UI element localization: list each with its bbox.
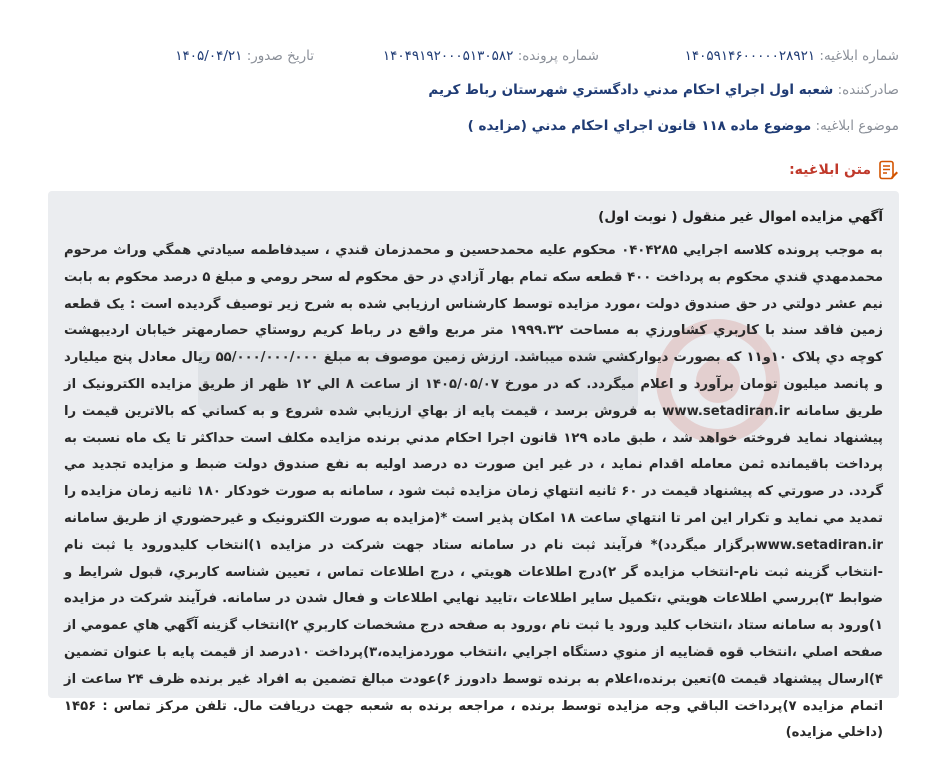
case-number-label: شماره پرونده: (517, 48, 599, 64)
body-title (789, 159, 899, 181)
issuer-label: صادرکننده: (837, 82, 899, 98)
issue-date-value: ۱۴۰۵/۰۴/۲۱ (175, 48, 243, 64)
announcement-paragraph: به موجب پرونده كلاسه اجرايي ۰۴۰۴۲۸۵ محكوم عليه محمدحسين و محمدزمان قندي ، سيدفاطمه سيادتي همگي وراث مرحوم محمدمهدي قندي محكوم به پرداخت ۴۰۰ قطعه سكه تمام بهار آزادي در حق محكوم له سحر رومي و مبلغ ۵ درصد محكوم به بابت نيم عشر دولتي در حق صندوق دولت ،مورد مزايده توسط كارشناس ارزيابي شده به شرح زير توصيف گرديده است : يک قطعه زمين فاقد سند با كاربري كشاورزي به مساحت ۱۹۹۹.۳۲ متر مربع واقع در رباط كريم روستاي حصارمهتر خيابان ارديبهشت كوچه دي پلاک ۱۰و۱۱ كه بصورت ديواركشي شده ميباشد. ارزش زمين موصوف به مبلغ ۵۵/۰۰۰/۰۰۰/۰۰۰ ريال معادل پنج ميليارد و پانصد ميليون تومان برآورد و اعلام ميگردد. كه در مورخ ۱۴۰۵/۰۵/۰۷ از ساعت ۸ الي ۱۲ ظهر از طريق مزايده الكترونيک از طريق سامانه www.setadiran.ir به فروش برسد ، قيمت پايه از بهاي ارزيابي شده شروع و به كساني كه بالاترين قيمت را پيشنهاد نمايد فروخته خواهد شد ، طبق ماده ۱۲۹ قانون اجرا احكام مدني برنده مزايده مكلف است حداكثر تا يک ماه نسبت به پرداخت باقيمانده ثمن معامله اقدام نمايد ، در غير اين صورت ده درصد اوليه به نفع صندوق دولت ضبط و مزايده تجديد مي گردد. در صورتي كه پيشنهاد قيمت در ۶۰ ثانيه انتهاي زمان مزايده ثبت شود ، سامانه به صورت خودكار ۱۸۰ ثانيه زمان مزايده را تمديد مي نمايد و تكرار اين امر تا انتهاي ساعت ۱۸ امكان پذير است *(مزايده به صورت الكترونيک و غيرحضوري از طريق سامانه www.setadiran.irبرگزار ميگردد)* فرآيند ثبت نام در سامانه ستاد جهت شركت در مزايده ۱)انتخاب كليدورود يا ثبت نام -انتخاب گزينه ثبت نام-انتخاب مزايده گر ۲)درج اطلاعات هويتي ، درج اطلاعات تماس ، تعيين شناسه كاربري، قبول شرايط و ضوابط ۳)بررسي اطلاعات هويتي ،تكميل ساير اطلاعات ،تاييد نهايي اطلاعات و فعال شدن در سامانه. فرآيند شركت در مزايده ۱)ورود به سامانه ستاد ،انتخاب كليد ورود يا ثبت نام ،ورود به صفحه درج مشخصات كاربري ۲)انتخاب گزينه آگهي هاي عمومي از صفحه اصلي ،انتخاب قوه قضاييه از منوي دستگاه اجرايي ،انتخاب موردمزايده،۳)پرداخت ۱۰درصد از قيمت پايه با عنوان تضمين ۴)ارسال پيشنهاد قيمت ۵)تعين برنده،اعلام به برنده توسط دادورز ۶)عودت مبالغ تضمين به افراد غير برنده ظرف ۲۴ ساعت از اتمام مزايده ۷)پرداخت الباقي وجه مزايده توسط برنده ، مراجعه برنده به شعبه جهت دريافت مال. تلفن مركز تماس : ۱۴۵۶ (داخلي مزايده) (64, 243, 884, 741)
announcement-text-box (48, 191, 899, 741)
issuer-field (40, 79, 899, 101)
case-number-field (383, 45, 599, 67)
subject-field (40, 115, 899, 137)
subject-value: موضوع ماده ۱۱۸ قانون اجراي احكام مدني (مزايده ) (467, 118, 812, 134)
body-title-text: متن ابلاغیه: (789, 162, 871, 178)
issue-date-field (175, 45, 314, 67)
announcement-number-label: شماره ابلاغیه: (819, 48, 899, 64)
issuer-value: شعبه اول اجراي احكام مدني دادگستري شهرستان رباط كريم (428, 82, 834, 98)
announcement-heading: آگهي مزايده اموال غير منقول ( نوبت اول) (598, 209, 883, 225)
case-number-value: ۱۴۰۴۹۱۹۲۰۰۰۵۱۳۰۵۸۲ (382, 48, 514, 64)
announcement-number-field (685, 45, 899, 67)
subject-label: موضوع ابلاغیه: (815, 118, 899, 134)
issue-date-label: تاریخ صدور: (246, 48, 314, 64)
announcement-number-value: ۱۴۰۵۹۱۴۶۰۰۰۰۰۲۸۹۲۱ (684, 48, 816, 64)
document-edit-icon (877, 159, 899, 181)
